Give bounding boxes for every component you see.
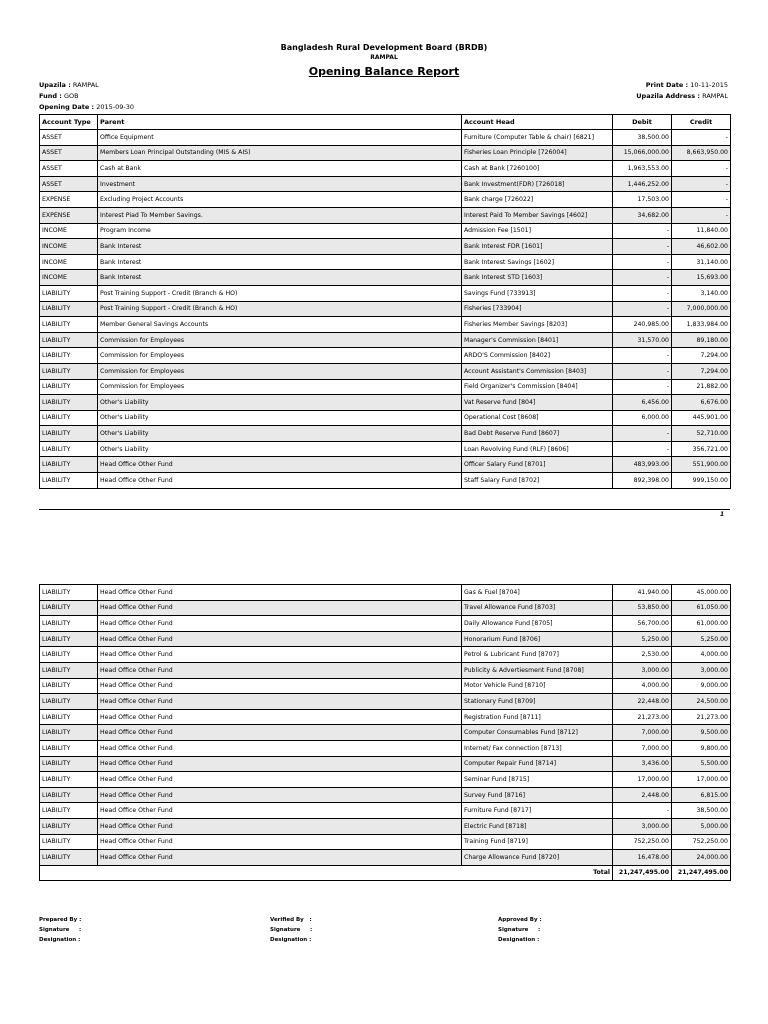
- cell-credit: 24,000.00: [672, 850, 731, 866]
- cell-credit: -: [672, 207, 731, 223]
- cell-debit: 17,000.00: [613, 772, 672, 788]
- cell-parent: Other's Liability: [98, 410, 462, 426]
- cell-credit: 21,882.00: [672, 379, 731, 395]
- cell-debit: 3,000.00: [613, 662, 672, 678]
- table-row: [40, 223, 731, 239]
- cell-debit: 38,500.00: [613, 130, 672, 146]
- cell-credit: 7,294.00: [672, 363, 731, 379]
- cell-account-type: LIABILITY: [40, 317, 98, 333]
- cell-account-type: LIABILITY: [40, 818, 98, 834]
- cell-account-head: Bank Interest FDR [1601]: [462, 239, 613, 255]
- cell-account-head: Gas & Fuel [8704]: [462, 585, 613, 601]
- table-row: [40, 332, 731, 348]
- cell-account-head: Manager's Commission [8401]: [462, 332, 613, 348]
- table-row: [40, 207, 731, 223]
- cell-parent: Head Office Other Fund: [98, 740, 462, 756]
- cell-debit: -: [613, 441, 672, 457]
- cell-parent: Excluding Project Accounts: [98, 192, 462, 208]
- cell-debit: 5,250.00: [613, 631, 672, 647]
- cell-account-head: Interest Paid To Member Savings [4602]: [462, 207, 613, 223]
- table-row: [40, 176, 731, 192]
- upazila-label: Upazila :: [39, 81, 71, 89]
- table-row: [40, 348, 731, 364]
- cell-account-head: Survey Fund [8716]: [462, 787, 613, 803]
- cell-account-head: Cash at Bank [7260100]: [462, 161, 613, 177]
- table-row: [40, 317, 731, 333]
- cell-account-type: LIABILITY: [40, 709, 98, 725]
- cell-account-head: Electric Fund [8718]: [462, 818, 613, 834]
- table-row: [40, 585, 731, 601]
- cell-credit: 9,000.00: [672, 678, 731, 694]
- table-row: [40, 662, 731, 678]
- table-row: [40, 694, 731, 710]
- cell-account-head: Officer Salary Fund [8701]: [462, 457, 613, 473]
- cell-account-type: LIABILITY: [40, 395, 98, 411]
- cell-credit: 89,180.00: [672, 332, 731, 348]
- col-account-type: Account Type: [40, 115, 98, 130]
- cell-debit: 752,250.00: [613, 834, 672, 850]
- cell-debit: -: [613, 239, 672, 255]
- cell-account-type: LIABILITY: [40, 740, 98, 756]
- cell-parent: Head Office Other Fund: [98, 694, 462, 710]
- cell-credit: 46,602.00: [672, 239, 731, 255]
- cell-credit: 356,721.00: [672, 441, 731, 457]
- table-row: [40, 725, 731, 741]
- cell-debit: -: [613, 803, 672, 819]
- verified-by-block: Verified By : Signature : Designation :: [270, 917, 313, 943]
- cell-parent: Program Income: [98, 223, 462, 239]
- cell-credit: 551,900.00: [672, 457, 731, 473]
- cell-account-type: LIABILITY: [40, 662, 98, 678]
- table-row: [40, 410, 731, 426]
- table-row: [40, 192, 731, 208]
- cell-parent: Head Office Other Fund: [98, 678, 462, 694]
- cell-parent: Head Office Other Fund: [98, 647, 462, 663]
- opening-date-line: [39, 103, 134, 111]
- cell-parent: Head Office Other Fund: [98, 772, 462, 788]
- table-row: [40, 787, 731, 803]
- cell-account-head: Furniture (Computer Table & chair) [6821]: [462, 130, 613, 146]
- cell-credit: 8,663,950.00: [672, 145, 731, 161]
- cell-credit: 3,000.00: [672, 662, 731, 678]
- cell-parent: Commission for Employees: [98, 332, 462, 348]
- cell-account-type: LIABILITY: [40, 473, 98, 489]
- cell-account-type: LIABILITY: [40, 616, 98, 632]
- cell-parent: Head Office Other Fund: [98, 725, 462, 741]
- cell-parent: Investment: [98, 176, 462, 192]
- cell-parent: Post Training Support - Credit (Branch & HO): [98, 285, 462, 301]
- cell-debit: 3,000.00: [613, 818, 672, 834]
- cell-parent: Head Office Other Fund: [98, 834, 462, 850]
- cell-credit: 17,000.00: [672, 772, 731, 788]
- cell-debit: -: [613, 363, 672, 379]
- opening-date-label: Opening Date :: [39, 103, 95, 111]
- cell-debit: -: [613, 270, 672, 286]
- cell-parent: Bank Interest: [98, 239, 462, 255]
- cell-account-type: INCOME: [40, 254, 98, 270]
- cell-account-head: Stationary Fund [8709]: [462, 694, 613, 710]
- cell-account-type: LIABILITY: [40, 694, 98, 710]
- table-row: [40, 709, 731, 725]
- cell-account-type: LIABILITY: [40, 834, 98, 850]
- cell-parent: Other's Liability: [98, 426, 462, 442]
- cell-debit: 2,448.00: [613, 787, 672, 803]
- cell-parent: Head Office Other Fund: [98, 850, 462, 866]
- page-number: 1: [720, 511, 725, 518]
- table-row: [40, 130, 731, 146]
- cell-debit: 483,993.00: [613, 457, 672, 473]
- org-subtitle: RAMPAL: [370, 54, 398, 61]
- cell-debit: -: [613, 426, 672, 442]
- cell-parent: Head Office Other Fund: [98, 709, 462, 725]
- cell-parent: Head Office Other Fund: [98, 585, 462, 601]
- cell-debit: 4,000.00: [613, 678, 672, 694]
- cell-parent: Post Training Support - Credit (Branch & HO): [98, 301, 462, 317]
- cell-debit: 31,570.00: [613, 332, 672, 348]
- cell-account-type: LIABILITY: [40, 379, 98, 395]
- table-row: [40, 772, 731, 788]
- cell-debit: 17,503.00: [613, 192, 672, 208]
- approved-by-block: Approved By : Signature : Designation :: [498, 917, 542, 943]
- cell-account-type: ASSET: [40, 176, 98, 192]
- table-header-row: [40, 115, 731, 130]
- col-debit: Debit: [613, 115, 672, 130]
- cell-account-head: Fisheries Member Savings [8203]: [462, 317, 613, 333]
- cell-debit: 16,478.00: [613, 850, 672, 866]
- cell-account-head: Publicity & Advertiesment Fund [8708]: [462, 662, 613, 678]
- org-name: Bangladesh Rural Development Board (BRDB): [280, 43, 488, 52]
- table-row: [40, 678, 731, 694]
- cell-credit: 61,000.00: [672, 616, 731, 632]
- cell-credit: 7,294.00: [672, 348, 731, 364]
- cell-credit: 999,150.00: [672, 473, 731, 489]
- table-body-page-2: [40, 585, 731, 866]
- cell-credit: 445,901.00: [672, 410, 731, 426]
- cell-debit: -: [613, 379, 672, 395]
- cell-debit: 1,963,553.00: [613, 161, 672, 177]
- cell-credit: 45,000.00: [672, 585, 731, 601]
- cell-account-type: LIABILITY: [40, 725, 98, 741]
- cell-account-type: LIABILITY: [40, 850, 98, 866]
- balance-table-page-2: [39, 584, 731, 881]
- table-body-page-1: [40, 130, 731, 489]
- cell-account-type: ASSET: [40, 145, 98, 161]
- cell-account-head: Bad Debt Reserve Fund [8607]: [462, 426, 613, 442]
- print-date-line: [646, 81, 728, 89]
- cell-parent: Office Equipment: [98, 130, 462, 146]
- cell-account-head: Computer Repair Fund [8714]: [462, 756, 613, 772]
- cell-account-head: Furniture Fund [8717]: [462, 803, 613, 819]
- cell-debit: -: [613, 348, 672, 364]
- cell-debit: 7,000.00: [613, 740, 672, 756]
- cell-account-head: Account Assistant's Commission [8403]: [462, 363, 613, 379]
- cell-parent: Cash at Bank: [98, 161, 462, 177]
- table-row: [40, 379, 731, 395]
- cell-parent: Commission for Employees: [98, 363, 462, 379]
- cell-credit: 6,815.00: [672, 787, 731, 803]
- table-row: [40, 756, 731, 772]
- cell-credit: 5,000.00: [672, 818, 731, 834]
- cell-credit: 5,500.00: [672, 756, 731, 772]
- table-row: [40, 473, 731, 489]
- cell-account-head: Fisheries Loan Principle [726004]: [462, 145, 613, 161]
- cell-credit: 9,800.00: [672, 740, 731, 756]
- cell-account-type: EXPENSE: [40, 192, 98, 208]
- cell-account-head: Honorarium Fund [8706]: [462, 631, 613, 647]
- cell-account-type: LIABILITY: [40, 363, 98, 379]
- cell-credit: 15,693.00: [672, 270, 731, 286]
- upazila-line: [39, 81, 99, 89]
- cell-parent: Other's Liability: [98, 395, 462, 411]
- total-credit: 21,247,495.00: [672, 865, 731, 880]
- cell-credit: 21,273.00: [672, 709, 731, 725]
- cell-account-type: LIABILITY: [40, 803, 98, 819]
- cell-credit: 4,000.00: [672, 647, 731, 663]
- prepared-by-block: Prepared By : Signature : Designation :: [39, 917, 82, 943]
- cell-debit: -: [613, 223, 672, 239]
- upazila-address-value: RAMPAL: [702, 92, 728, 100]
- cell-debit: 6,000.00: [613, 410, 672, 426]
- cell-account-head: Bank charge [726022]: [462, 192, 613, 208]
- upazila-address-line: [636, 92, 728, 100]
- cell-account-head: Vat Reserve fund [804]: [462, 395, 613, 411]
- cell-account-head: Training Fund [8719]: [462, 834, 613, 850]
- cell-parent: Head Office Other Fund: [98, 787, 462, 803]
- cell-account-type: LIABILITY: [40, 600, 98, 616]
- cell-debit: 6,456.00: [613, 395, 672, 411]
- cell-debit: 2,530.00: [613, 647, 672, 663]
- cell-account-type: LIABILITY: [40, 772, 98, 788]
- table-row: [40, 457, 731, 473]
- cell-debit: 3,436.00: [613, 756, 672, 772]
- fund-label: Fund :: [39, 92, 62, 100]
- cell-account-head: Seminar Fund [8715]: [462, 772, 613, 788]
- col-account-head: Account Head: [462, 115, 613, 130]
- cell-parent: Head Office Other Fund: [98, 631, 462, 647]
- cell-account-type: LIABILITY: [40, 457, 98, 473]
- cell-parent: Bank Interest: [98, 254, 462, 270]
- table-row: [40, 616, 731, 632]
- table-row: [40, 647, 731, 663]
- table-row: [40, 600, 731, 616]
- cell-parent: Head Office Other Fund: [98, 818, 462, 834]
- cell-account-head: Staff Salary Fund [8702]: [462, 473, 613, 489]
- cell-debit: 1,446,252.00: [613, 176, 672, 192]
- cell-account-head: Daily Allowance Fund [8705]: [462, 616, 613, 632]
- cell-account-head: Motor Vehicle Fund [8710]: [462, 678, 613, 694]
- cell-account-head: Field Organizer's Commission [8404]: [462, 379, 613, 395]
- cell-account-type: LIABILITY: [40, 787, 98, 803]
- cell-account-head: Bank Interest Savings [1602]: [462, 254, 613, 270]
- cell-account-type: INCOME: [40, 239, 98, 255]
- cell-account-type: LIABILITY: [40, 348, 98, 364]
- cell-credit: 24,500.00: [672, 694, 731, 710]
- cell-account-head: Internet/ Fax connection [8713]: [462, 740, 613, 756]
- print-date-value: 10-11-2015: [690, 81, 728, 89]
- balance-table-page-1: [39, 114, 731, 489]
- cell-account-type: ASSET: [40, 130, 98, 146]
- cell-debit: 15,066,000.00: [613, 145, 672, 161]
- cell-debit: 7,000.00: [613, 725, 672, 741]
- cell-debit: 41,940.00: [613, 585, 672, 601]
- cell-parent: Head Office Other Fund: [98, 756, 462, 772]
- cell-parent: Head Office Other Fund: [98, 616, 462, 632]
- cell-parent: Interest Piad To Member Savings.: [98, 207, 462, 223]
- cell-debit: 22,448.00: [613, 694, 672, 710]
- cell-credit: -: [672, 161, 731, 177]
- table-row: [40, 145, 731, 161]
- cell-account-head: Operational Cost [8608]: [462, 410, 613, 426]
- cell-credit: 11,840.00: [672, 223, 731, 239]
- cell-account-type: LIABILITY: [40, 426, 98, 442]
- cell-credit: 9,500.00: [672, 725, 731, 741]
- cell-parent: Head Office Other Fund: [98, 600, 462, 616]
- cell-credit: 5,250.00: [672, 631, 731, 647]
- cell-parent: Members Loan Principal Outstanding (MIS & AIS): [98, 145, 462, 161]
- table-row: [40, 426, 731, 442]
- table-row: [40, 285, 731, 301]
- cell-parent: Commission for Employees: [98, 379, 462, 395]
- total-debit: 21,247,495.00: [613, 865, 672, 880]
- cell-account-head: Charge Allowance Fund [8720]: [462, 850, 613, 866]
- cell-account-head: ARDO'S Commission [8402]: [462, 348, 613, 364]
- table-row: [40, 818, 731, 834]
- table-row: [40, 631, 731, 647]
- cell-account-head: Petrol & Lubricant Fund [8707]: [462, 647, 613, 663]
- cell-account-type: INCOME: [40, 270, 98, 286]
- cell-credit: 31,140.00: [672, 254, 731, 270]
- report-title: Opening Balance Report: [308, 65, 460, 78]
- cell-account-head: Admission Fee [1501]: [462, 223, 613, 239]
- cell-account-head: Fisheries [733904]: [462, 301, 613, 317]
- cell-parent: Head Office Other Fund: [98, 803, 462, 819]
- cell-credit: 3,140.00: [672, 285, 731, 301]
- cell-debit: 21,273.00: [613, 709, 672, 725]
- cell-debit: 56,700.00: [613, 616, 672, 632]
- cell-parent: Head Office Other Fund: [98, 662, 462, 678]
- cell-debit: 34,682.00: [613, 207, 672, 223]
- print-date-label: Print Date :: [645, 81, 689, 89]
- cell-account-type: LIABILITY: [40, 301, 98, 317]
- total-row: [40, 865, 731, 880]
- cell-parent: Head Office Other Fund: [98, 457, 462, 473]
- cell-debit: -: [613, 285, 672, 301]
- table-row: [40, 441, 731, 457]
- table-row: [40, 740, 731, 756]
- cell-debit: 240,985.00: [613, 317, 672, 333]
- cell-account-type: LIABILITY: [40, 441, 98, 457]
- fund-value: GOB: [63, 92, 79, 100]
- cell-credit: 7,000,000.00: [672, 301, 731, 317]
- cell-account-type: ASSET: [40, 161, 98, 177]
- table-row: [40, 270, 731, 286]
- cell-debit: 892,398.00: [613, 473, 672, 489]
- cell-credit: -: [672, 192, 731, 208]
- cell-account-head: Travel Allowance Fund [8703]: [462, 600, 613, 616]
- cell-account-type: INCOME: [40, 223, 98, 239]
- cell-parent: Head Office Other Fund: [98, 473, 462, 489]
- col-credit: Credit: [672, 115, 731, 130]
- cell-account-type: LIABILITY: [40, 285, 98, 301]
- cell-parent: Commission for Employees: [98, 348, 462, 364]
- cell-parent: Other's Liability: [98, 441, 462, 457]
- cell-parent: Bank Interest: [98, 270, 462, 286]
- opening-date-value: 2015-09-30: [96, 103, 135, 111]
- cell-account-head: Registration Fund [8711]: [462, 709, 613, 725]
- cell-account-head: Bank Interest STD [1603]: [462, 270, 613, 286]
- total-label: Total: [40, 865, 613, 880]
- cell-account-head: Savings Fund [733913]: [462, 285, 613, 301]
- cell-account-type: LIABILITY: [40, 678, 98, 694]
- cell-account-type: LIABILITY: [40, 647, 98, 663]
- cell-account-head: Loan Revolving Fund (RLF) [8606]: [462, 441, 613, 457]
- cell-account-type: LIABILITY: [40, 756, 98, 772]
- cell-credit: 61,050.00: [672, 600, 731, 616]
- cell-credit: 1,833,984.00: [672, 317, 731, 333]
- upazila-value: RAMPAL: [72, 81, 99, 89]
- cell-account-type: LIABILITY: [40, 332, 98, 348]
- table-row: [40, 161, 731, 177]
- fund-line: [39, 92, 79, 100]
- cell-credit: -: [672, 176, 731, 192]
- cell-credit: 6,676.00: [672, 395, 731, 411]
- table-row: [40, 850, 731, 866]
- cell-credit: -: [672, 130, 731, 146]
- table-row: [40, 803, 731, 819]
- cell-account-type: LIABILITY: [40, 410, 98, 426]
- cell-parent: Member General Savings Accounts: [98, 317, 462, 333]
- cell-account-head: Bank Investment(FDR) [726018]: [462, 176, 613, 192]
- cell-debit: -: [613, 301, 672, 317]
- table-row: [40, 834, 731, 850]
- upazila-address-label: Upazila Address :: [636, 92, 701, 100]
- cell-account-head: Computer Consumables Fund [8712]: [462, 725, 613, 741]
- cell-account-type: EXPENSE: [40, 207, 98, 223]
- table-row: [40, 239, 731, 255]
- cell-account-type: LIABILITY: [40, 631, 98, 647]
- col-parent: Parent: [98, 115, 462, 130]
- cell-credit: 38,500.00: [672, 803, 731, 819]
- table-row: [40, 301, 731, 317]
- page-divider: [39, 509, 730, 510]
- table-row: [40, 254, 731, 270]
- table-row: [40, 395, 731, 411]
- cell-account-type: LIABILITY: [40, 585, 98, 601]
- cell-debit: 53,850.00: [613, 600, 672, 616]
- cell-debit: -: [613, 254, 672, 270]
- cell-credit: 52,710.00: [672, 426, 731, 442]
- table-row: [40, 363, 731, 379]
- cell-credit: 752,250.00: [672, 834, 731, 850]
